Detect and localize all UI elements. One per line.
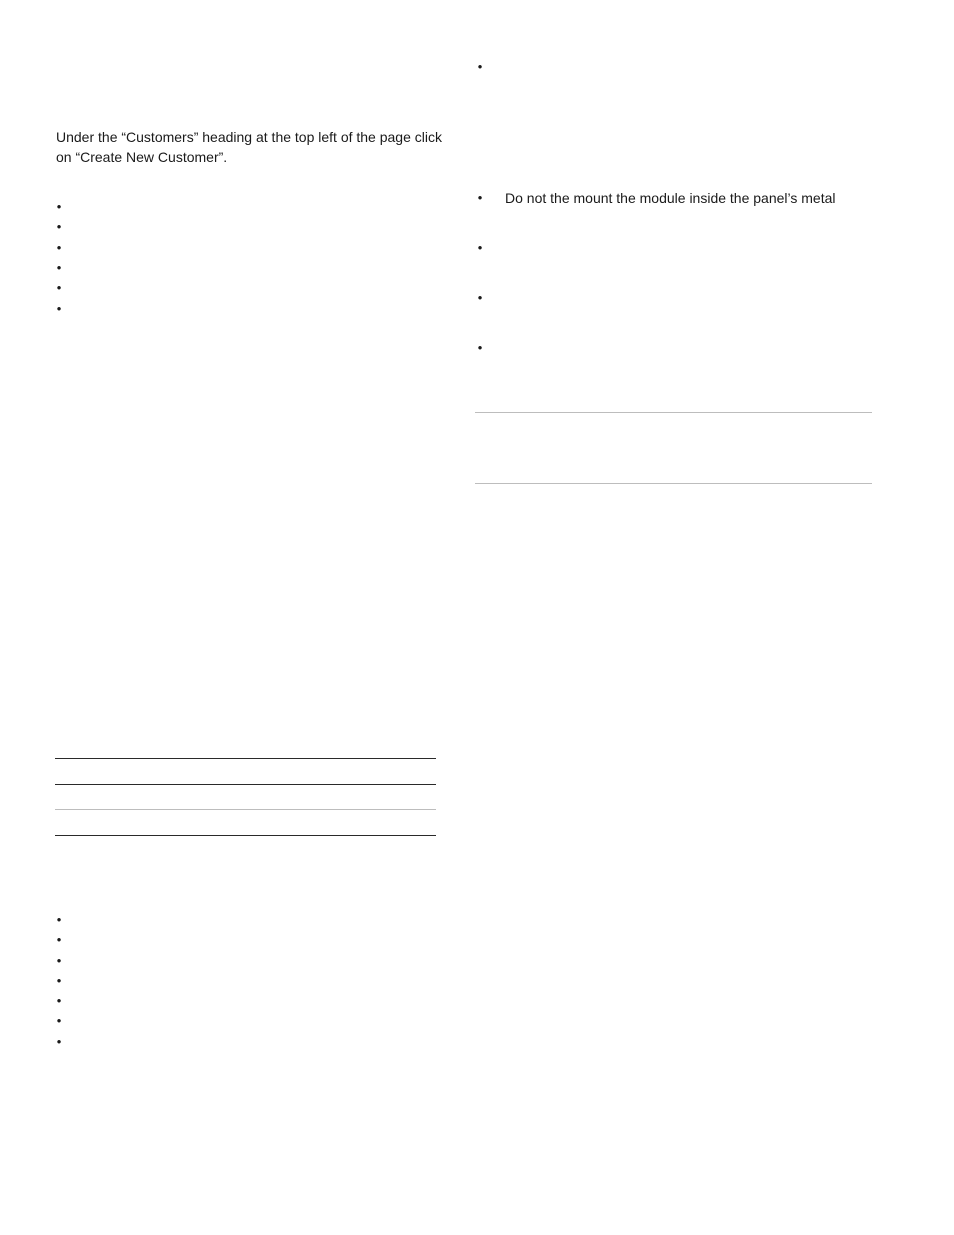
list-bullet: •: [56, 912, 62, 927]
list-bullet: •: [56, 953, 62, 968]
section-divider: [475, 483, 872, 484]
table-rule: [55, 784, 436, 785]
list-bullet: •: [477, 340, 483, 355]
list-bullet: •: [477, 59, 483, 74]
list-bullet: •: [56, 993, 62, 1008]
list-bullet: •: [56, 240, 62, 255]
section-divider: [475, 412, 872, 413]
list-bullet: •: [56, 280, 62, 295]
list-bullet: •: [56, 219, 62, 234]
list-bullet: •: [56, 932, 62, 947]
list-bullet: •: [477, 240, 483, 255]
list-bullet: •: [56, 973, 62, 988]
table-rule: [55, 758, 436, 759]
mounting-note: Do not the mount the module inside the panel’s metal: [505, 190, 836, 206]
list-bullet: •: [477, 290, 483, 305]
table-rule: [55, 809, 436, 810]
list-bullet: •: [477, 190, 483, 205]
list-bullet: •: [56, 199, 62, 214]
list-bullet: •: [56, 1034, 62, 1049]
list-bullet: •: [56, 260, 62, 275]
list-bullet: •: [56, 1013, 62, 1028]
intro-paragraph: Under the “Customers” heading at the top left of the page click on “Create New Customer”.: [56, 129, 442, 165]
list-bullet: •: [56, 301, 62, 316]
table-rule: [55, 835, 436, 836]
